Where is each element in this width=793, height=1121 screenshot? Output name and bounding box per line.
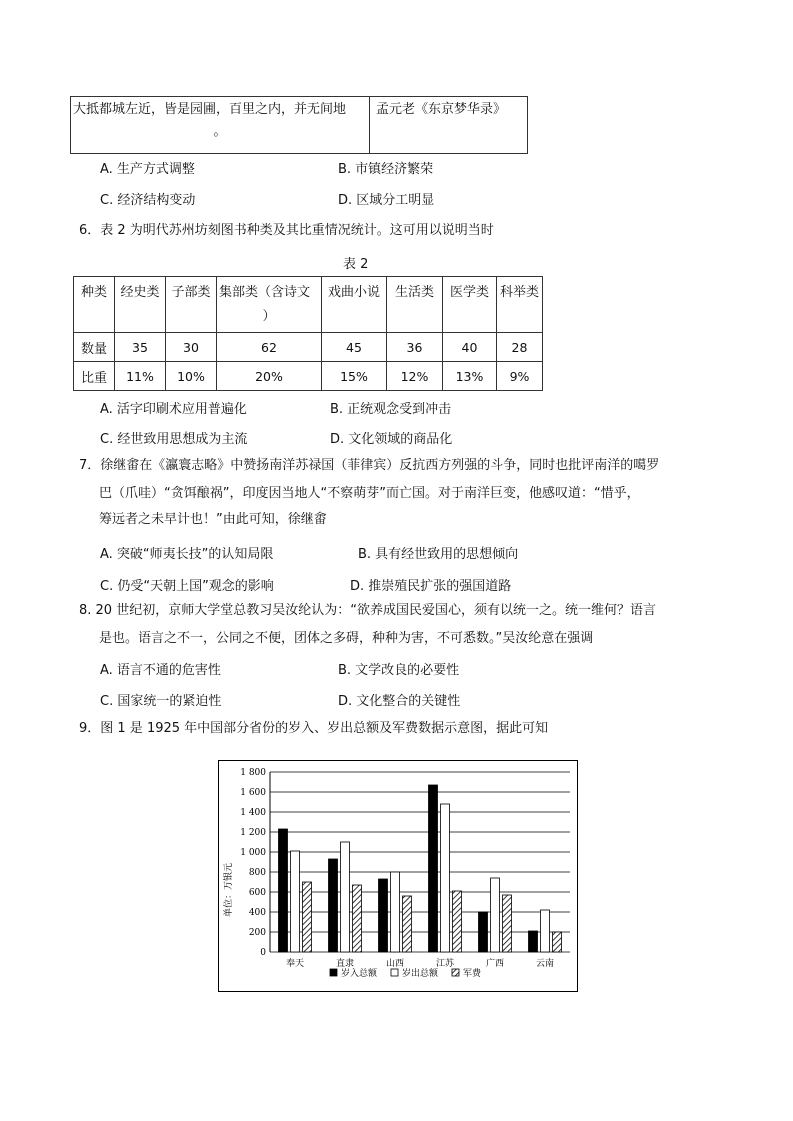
cat-keju: 科举类 xyxy=(497,277,543,333)
legend-label: 军费 xyxy=(463,969,482,979)
y-tick-label: 1 400 xyxy=(240,808,266,818)
q5-option-d: D. 区域分工明显 xyxy=(338,193,435,208)
x-tick-label: 广西 xyxy=(485,959,505,969)
source-cell: 孟元老《东京梦华录》 xyxy=(370,97,528,154)
bar-岁入总额-山西 xyxy=(379,879,388,952)
ratio-cell: 13% xyxy=(443,362,497,391)
q6-option-a: A. 活字印刷术应用普遍化 xyxy=(100,402,247,417)
count-cell: 28 xyxy=(497,333,543,362)
q6-option-c: C. 经世致用思想成为主流 xyxy=(100,432,248,447)
row-label-count: 数量 xyxy=(74,333,115,362)
y-tick-label: 200 xyxy=(248,928,266,938)
cat-jibu-line2: ） xyxy=(262,309,276,324)
q5-option-b: B. 市镇经济繁荣 xyxy=(338,162,434,177)
quote-end: 。 xyxy=(213,124,227,139)
q7-line3: 筹远者之未早计也！”由此可知，徐继畬 xyxy=(99,512,327,527)
y-tick-label: 1 000 xyxy=(240,848,266,858)
ratio-cell: 12% xyxy=(387,362,443,391)
bar-岁入总额-奉天 xyxy=(279,829,288,952)
q8-option-b: B. 文学改良的必要性 xyxy=(338,663,460,678)
quote-text: 大抵都城左近，皆是园圃，百里之内，并无间地 xyxy=(73,102,347,117)
count-cell: 36 xyxy=(387,333,443,362)
y-tick-label: 1 800 xyxy=(240,768,266,778)
q7-option-c: C. 仍受“天朝上国”观念的影响 xyxy=(100,579,274,594)
q6-option-d: D. 文化领域的商品化 xyxy=(330,432,453,447)
x-tick-label: 山西 xyxy=(385,959,405,969)
q6-option-b: B. 正统观念受到冲击 xyxy=(330,402,452,417)
legend-swatch xyxy=(330,969,337,976)
q8-option-a: A. 语言不通的危害性 xyxy=(100,663,221,678)
bar-岁出总额-山西 xyxy=(391,872,400,952)
count-cell: 35 xyxy=(115,333,166,362)
source-table xyxy=(70,96,528,154)
count-cell: 62 xyxy=(217,333,322,362)
bar-岁入总额-云南 xyxy=(529,931,538,952)
ratio-cell: 10% xyxy=(166,362,217,391)
bar-军费-云南 xyxy=(553,932,562,952)
x-tick-label: 江苏 xyxy=(435,959,455,969)
cat-jingshi: 经史类 xyxy=(115,277,166,333)
cat-zibu: 子部类 xyxy=(166,277,217,333)
y-tick-label: 1 200 xyxy=(240,828,266,838)
table2 xyxy=(73,276,543,391)
ratio-cell: 20% xyxy=(217,362,322,391)
ratio-cell: 15% xyxy=(322,362,387,391)
y-tick-label: 400 xyxy=(248,908,266,918)
legend-label: 岁入总额 xyxy=(341,969,378,979)
q7-option-d: D. 推崇殖民扩张的强国道路 xyxy=(350,579,512,594)
x-tick-label: 直隶 xyxy=(335,959,355,969)
legend-swatch xyxy=(391,969,398,976)
q8-line2: 是也。语言之不一，公同之不便，团体之多碍，种种为害，不可悉数。”吴汝纶意在强调 xyxy=(99,631,594,646)
q8-option-d: D. 文化整合的关键性 xyxy=(338,694,461,709)
bar-军费-奉天 xyxy=(303,882,312,952)
q8-option-c: C. 国家统一的紧迫性 xyxy=(100,694,222,709)
y-tick-label: 0 xyxy=(260,948,266,958)
count-cell: 40 xyxy=(443,333,497,362)
cat-jibu xyxy=(217,277,322,333)
bar-岁出总额-云南 xyxy=(541,910,550,952)
q7-line1: 7．徐继畬在《瀛寰志略》中赞扬南洋苏禄国（菲律宾）反抗西方列强的斗争，同时也批评南洋的噶罗 xyxy=(79,458,660,473)
legend-swatch xyxy=(452,969,459,976)
q8-line1: 8. 20 世纪初，京师大学堂总教习吴汝纶认为：“欲养成国民爱国心，须有以统一之。统一维何？语言 xyxy=(79,603,656,618)
y-tick-label: 1 600 xyxy=(240,788,266,798)
bar-岁入总额-广西 xyxy=(479,912,488,952)
bar-军费-江苏 xyxy=(453,891,462,952)
q7-option-b: B. 具有经世致用的思想倾向 xyxy=(358,547,519,562)
row-label-category: 种类 xyxy=(74,277,115,333)
q9-stem: 9．图 1 是 1925 年中国部分省份的岁入、岁出总额及军费数据示意图，据此可知 xyxy=(79,721,549,736)
cat-jibu-line1: 集部类（含诗文 xyxy=(219,285,311,300)
table2-title: 表 2 xyxy=(343,257,369,272)
q5-option-a: A. 生产方式调整 xyxy=(100,162,195,177)
bar-岁入总额-江苏 xyxy=(429,785,438,952)
cat-yixue: 医学类 xyxy=(443,277,497,333)
count-cell: 45 xyxy=(322,333,387,362)
bar-军费-广西 xyxy=(503,895,512,952)
ratio-cell: 9% xyxy=(497,362,543,391)
bar-chart xyxy=(218,760,578,992)
cat-shenghuo: 生活类 xyxy=(387,277,443,333)
x-tick-label: 云南 xyxy=(535,959,555,969)
y-tick-label: 600 xyxy=(248,888,266,898)
bar-岁出总额-直隶 xyxy=(341,842,350,952)
q5-option-c: C. 经济结构变动 xyxy=(100,193,196,208)
bar-军费-直隶 xyxy=(353,885,362,952)
bar-岁入总额-直隶 xyxy=(329,859,338,952)
ratio-cell: 11% xyxy=(115,362,166,391)
q6-stem: 6．表 2 为明代苏州坊刻图书种类及其比重情况统计。这可用以说明当时 xyxy=(79,223,494,238)
q7-line2: 巴（爪哇）“贪饵酿祸”，印度因当地人“不察萌芽”而亡国。对于南洋巨变，他感叹道：“惜乎， xyxy=(99,486,640,501)
y-axis-label: 单位：万银元 xyxy=(224,862,234,918)
quote-cell xyxy=(71,97,370,154)
cat-xiqu: 戏曲小说 xyxy=(322,277,387,333)
bar-岁出总额-广西 xyxy=(491,878,500,952)
bar-岁出总额-奉天 xyxy=(291,851,300,952)
y-tick-label: 800 xyxy=(248,868,266,878)
bar-岁出总额-江苏 xyxy=(441,804,450,952)
row-label-ratio: 比重 xyxy=(74,362,115,391)
legend-label: 岁出总额 xyxy=(402,969,439,979)
count-cell: 30 xyxy=(166,333,217,362)
bar-军费-山西 xyxy=(403,896,412,952)
q7-option-a: A. 突破“师夷长技”的认知局限 xyxy=(100,547,274,562)
x-tick-label: 奉天 xyxy=(285,959,305,969)
